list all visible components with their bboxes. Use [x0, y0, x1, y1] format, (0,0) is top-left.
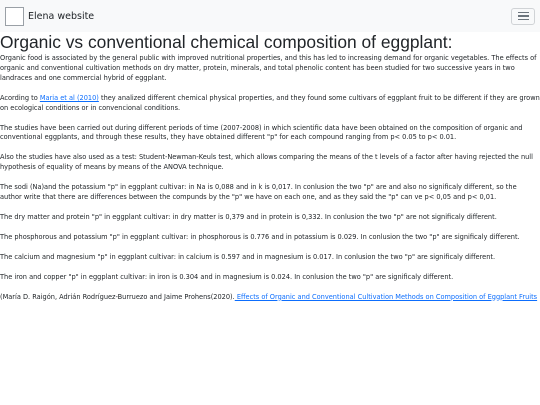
- maria-reference-link[interactable]: Maria et al (2010): [39, 93, 99, 102]
- hamburger-menu-icon: [518, 19, 529, 20]
- paragraph-reference: [0, 94, 540, 114]
- hamburger-menu-icon: [518, 12, 529, 13]
- article-body: [0, 54, 540, 303]
- paragraph-text: Acording to: [0, 93, 40, 102]
- broken-image-icon[interactable]: [5, 7, 24, 26]
- brand-text[interactable]: Elena website: [28, 10, 95, 22]
- paragraph-text: they analized different chemical physical properties, and they found some cultivars of eggplant fruit to be different if they are grown on ecological conditions or in convencional conditions.: [0, 93, 540, 112]
- intro-paragraph: Organic food is associated by the general public with improved nutritional properties, and this has led to increasing demand for organic vegetables. The effects of organic and conventional cultivation methods on dry matter, protein, minerals, and total phenolic content has been studied for two successive years in two landraces and one commercial hybrid of eggplant.: [0, 54, 537, 82]
- citation-link[interactable]: Effects of Organic and Conventional Cultivation Methods on Composition of Eggplant Fruits: [234, 292, 538, 301]
- paragraph-dry-matter-protein: The dry matter and protein "p" in eggplant cultivar: in dry matter is 0,379 and in protein is 0,332. In conlusion the two "p" are not significaly different.: [0, 212, 497, 221]
- paragraph-test: Also the studies have also used as a test: Student-Newman-Keuls test, which allows comparing the means of the t levels of a factor after having rejected the null hypothesis of equality of means by means of the ANOVA technique.: [0, 153, 533, 172]
- navbar: [0, 0, 540, 32]
- hamburger-menu-icon: [518, 15, 529, 16]
- citation-paragraph: [0, 293, 540, 303]
- paragraph-studies: The studies have been carried out during different periods of time (2007-2008) in which scientific data have been obtained on the composition of organic and conventional eggplants, and through these results, they have obtained different "p" for each compound ranging from p< 0.05 to p< 0.01.: [0, 123, 523, 142]
- page-title: Organic vs conventional chemical composition of eggplant:: [0, 32, 453, 52]
- paragraph-phosphorous-potassium: The phosphorous and potassium "p" in eggplant cultivar: in phosphorous is 0.776 and in potassium is 0.029. In conlusion the two "p" are significaly different.: [0, 232, 520, 241]
- paragraph-iron-copper: The iron and copper "p" in eggplant cultivar: in iron is 0.304 and in magnesium is 0.024. In conlusion the two "p" are significaly different.: [0, 272, 454, 281]
- navbar-toggler-button[interactable]: [511, 8, 535, 25]
- navbar-brand[interactable]: [5, 7, 94, 26]
- paragraph-calcium-magnesium: The calcium and magnesium "p" in eggplant cultivar: in calcium is 0.597 and in magnesium is 0.017. In conlusion the two "p" are significaly different.: [0, 252, 496, 261]
- paragraph-sodium-potassium: The sodi (Na)and the potassium "p" in eggplant cultivar: in Na is 0,088 and in k is 0,017. In conlusion the two "p" are and also no significaly different, so the author write that there are differences between the compunds by the "p" we have on each one, and as they said the "p" can ve p< 0,05 and p< 0,01.: [0, 183, 517, 202]
- citation-authors: (María D. Raigón, Adrián Rodríguez-Burruezo and Jaime Prohens(2020).: [0, 292, 235, 301]
